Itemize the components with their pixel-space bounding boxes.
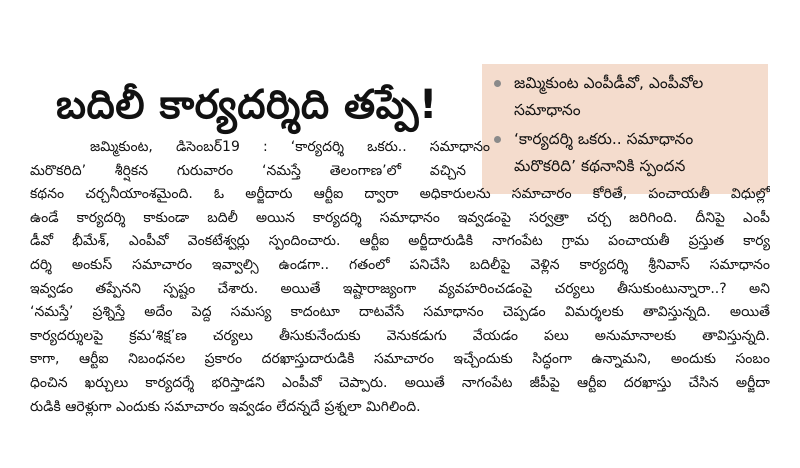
body-line: కాగా, ఆర్టీఐ నిబంధనల ప్రకారం దరఖాస్తుదారుడికి సమాచారం ఇచ్చేందుకు సిద్ధంగా ఉన్నామని, అందుకు సంబం: [30, 351, 770, 368]
body-line: మరొకరిది’ శీర్షికన గురువారం ‘నమస్తే తెలంగాణ’లో వచ్చిన: [30, 162, 466, 179]
highlight-text: ‘కార్యదర్శి ఒకరు.. సమాధానం మరొకరిది’ కథనానికి స్పందన: [514, 130, 694, 175]
body-line: కథనం చర్చనీయాంశమైంది. ఓ అర్జీదారు ఆర్టీఐ ద్వారా అధికారులను సమాచారం కోరితే, పంచాయతీ విధుల్లో: [30, 186, 770, 203]
article-body: [30, 136, 770, 456]
body-line: ఉండే కార్యదర్శి కాకుండా బదిలీ అయిన కార్యదర్శి సమాధానం ఇవ్వడంపై సర్వత్రా చర్చ జరిగింది. దీనిపై ఎంపీ: [30, 209, 770, 226]
highlight-text: జమ్మికుంట ఎంపీడీవో, ఎంపీవోల సమాధానం: [514, 74, 704, 119]
body-line: దర్శి అంకుస్ సమాచారం ఇవ్వాల్సి ఉండగా.. గతంలో పనిచేసి బదిలీపై వెళ్లిన కార్యదర్శి శ్రీనివాస్ సమాధానం: [30, 256, 770, 273]
body-line: డీవో భీమేశ్, ఎంపీవో వెంకటేశ్వర్లు స్పందించారు. ఆర్టీఐ అర్జీదారుడికి నాగంపేట గ్రామ పంచాయతీ ప్రస్తుత కార్య: [30, 233, 770, 250]
body-line: రుడికి ఆరెళ్లుగా ఎందుకు సమాచారం ఇవ్వడం లేదన్నదే ప్రశ్నలా మిగిలింది.: [30, 398, 421, 415]
bullet-icon: [494, 80, 501, 87]
body-line: కార్యదర్శులపై క్రమ‘శిక్ష’ణ చర్యలు తీసుకునేందుకు వెనుకడుగు వేయడం పలు అనుమానాలకు తావిస్తున్నది.: [30, 327, 770, 344]
headline: బదిలీ కార్యదర్శిది తప్పే!: [56, 82, 438, 128]
body-line: జమ్మికుంట, డిసెంబర్19 : ‘కార్యదర్శి ఒకరు.. సమాధానం: [90, 139, 490, 155]
body-line: ఇవ్వడం తప్పేనని స్పష్టం చేశారు. అయితే ఇష్టారాజ్యంగా వ్యవహరించడంపై చర్యలు తీసుకుంటున్నారా..? అని: [30, 280, 770, 297]
body-line: ధించిన ఖర్చులు కార్యదర్శే భరిస్తాడని ఎంపీవో చెప్పారు. అయితే నాగంపేట జీపీపై ఆర్టీఐ దరఖాస్తు చేసిన అర్జీదా: [30, 374, 770, 391]
highlight-item: [490, 70, 760, 124]
body-line: ‘నమస్తే’ ప్రశ్నిస్తే అదేం పెద్ద సమస్య కాదంటూ దాటవేసే సమాధానం చెప్పడం విమర్శలకు తావిస్తున్నది. అయితే: [30, 304, 770, 321]
